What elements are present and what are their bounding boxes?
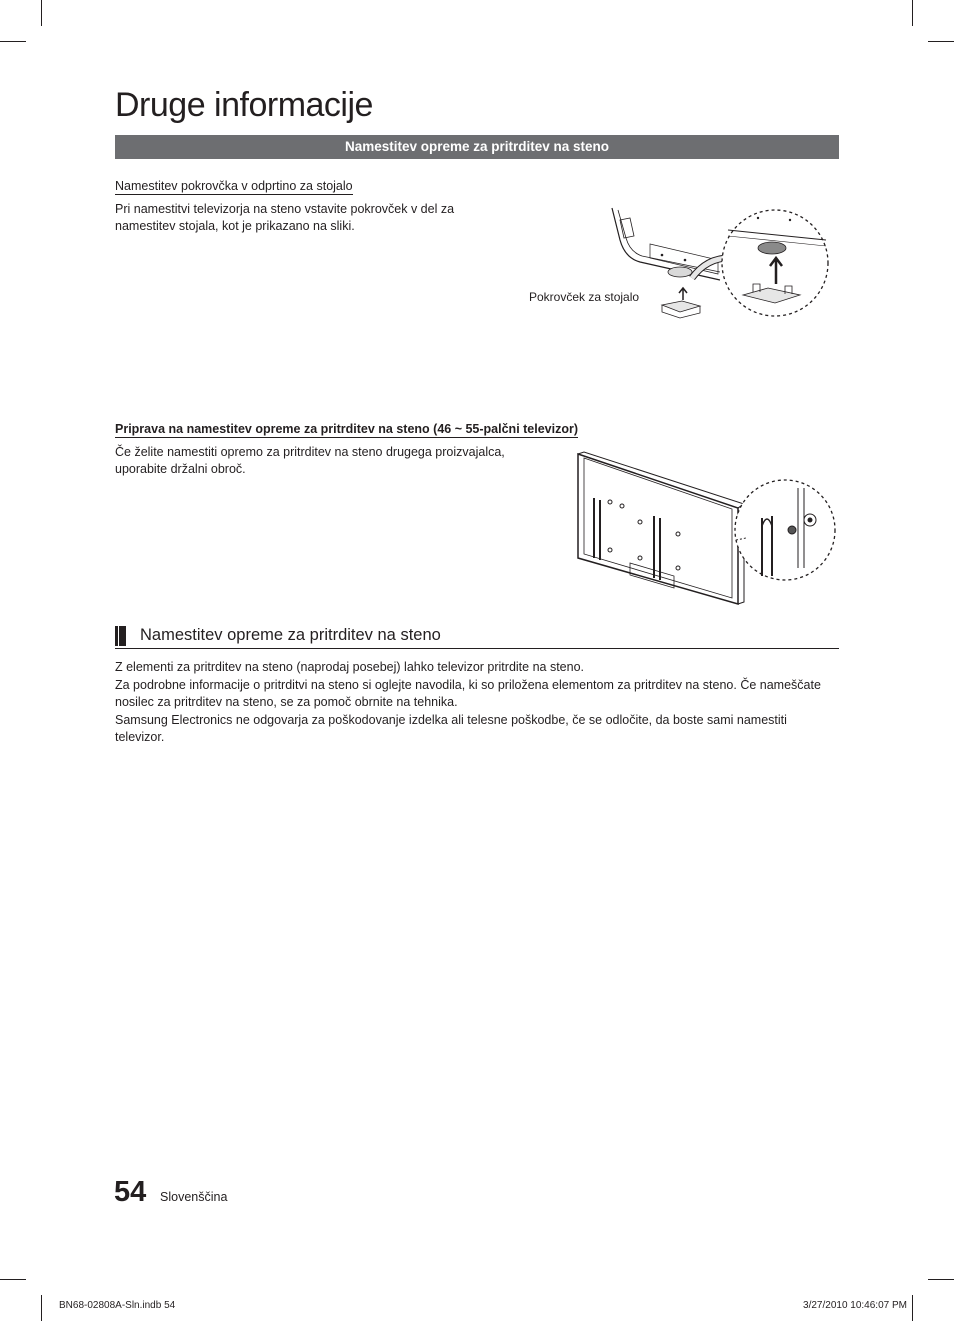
section-heading-text: Namestitev opreme za pritrditev na steno [140,626,441,644]
section-marker [115,626,126,646]
page-language: Slovenščina [160,1190,228,1204]
print-file-info: BN68-02808A-Sln.indb 54 [59,1300,176,1311]
crop-mark [928,1279,954,1280]
prep-text: Če želite namestiti opremo za pritrditev na steno drugega proizvajalca, uporabite držalni obroč. [115,445,505,476]
wall-mount-ring-illustration [570,448,840,608]
crop-mark [0,1279,26,1280]
stand-cover-label: Pokrovček za stojalo [529,290,640,304]
cover-text: Pri namestitvi televizorja na steno vstavite pokrovček v del za namestitev stojala, kot je prikazano na sliki. [115,202,455,233]
main-paragraph: Za podrobne informacije o pritrditvi na steno si oglejte navodila, ki so priložena elementom za pritrditev na steno. Če nameščate nosilec za pritrditev na steno, se za pomoč obrnite na tehnika. [115,678,821,709]
section-heading [115,624,839,649]
main-paragraph: Samsung Electronics ne odgovarja za poškodovanje izdelka ali telesne poškodbe, če se odločite, da boste sami namestiti televizor. [115,713,787,744]
stand-cover-illustration [600,200,840,330]
section-banner: Namestitev opreme za pritrditev na steno [115,135,839,159]
main-body [115,659,825,747]
crop-mark [912,1295,913,1321]
crop-mark [41,1295,42,1321]
crop-mark [41,0,42,26]
main-paragraph: Z elementi za pritrditev na steno (naprodaj posebej) lahko televizor pritrdite na steno. [115,660,585,674]
print-timestamp: 3/27/2010 10:46:07 PM [803,1300,907,1311]
crop-mark [912,0,913,26]
page-title: Druge informacije [115,86,373,124]
crop-mark [928,41,954,42]
page-number: 54 [114,1176,147,1208]
cover-heading: Namestitev pokrovčka v odprtino za stojalo [115,179,353,193]
crop-mark [0,41,26,42]
prep-heading: Priprava na namestitev opreme za pritrditev na steno (46 ~ 55-palčni televizor) [115,422,579,436]
